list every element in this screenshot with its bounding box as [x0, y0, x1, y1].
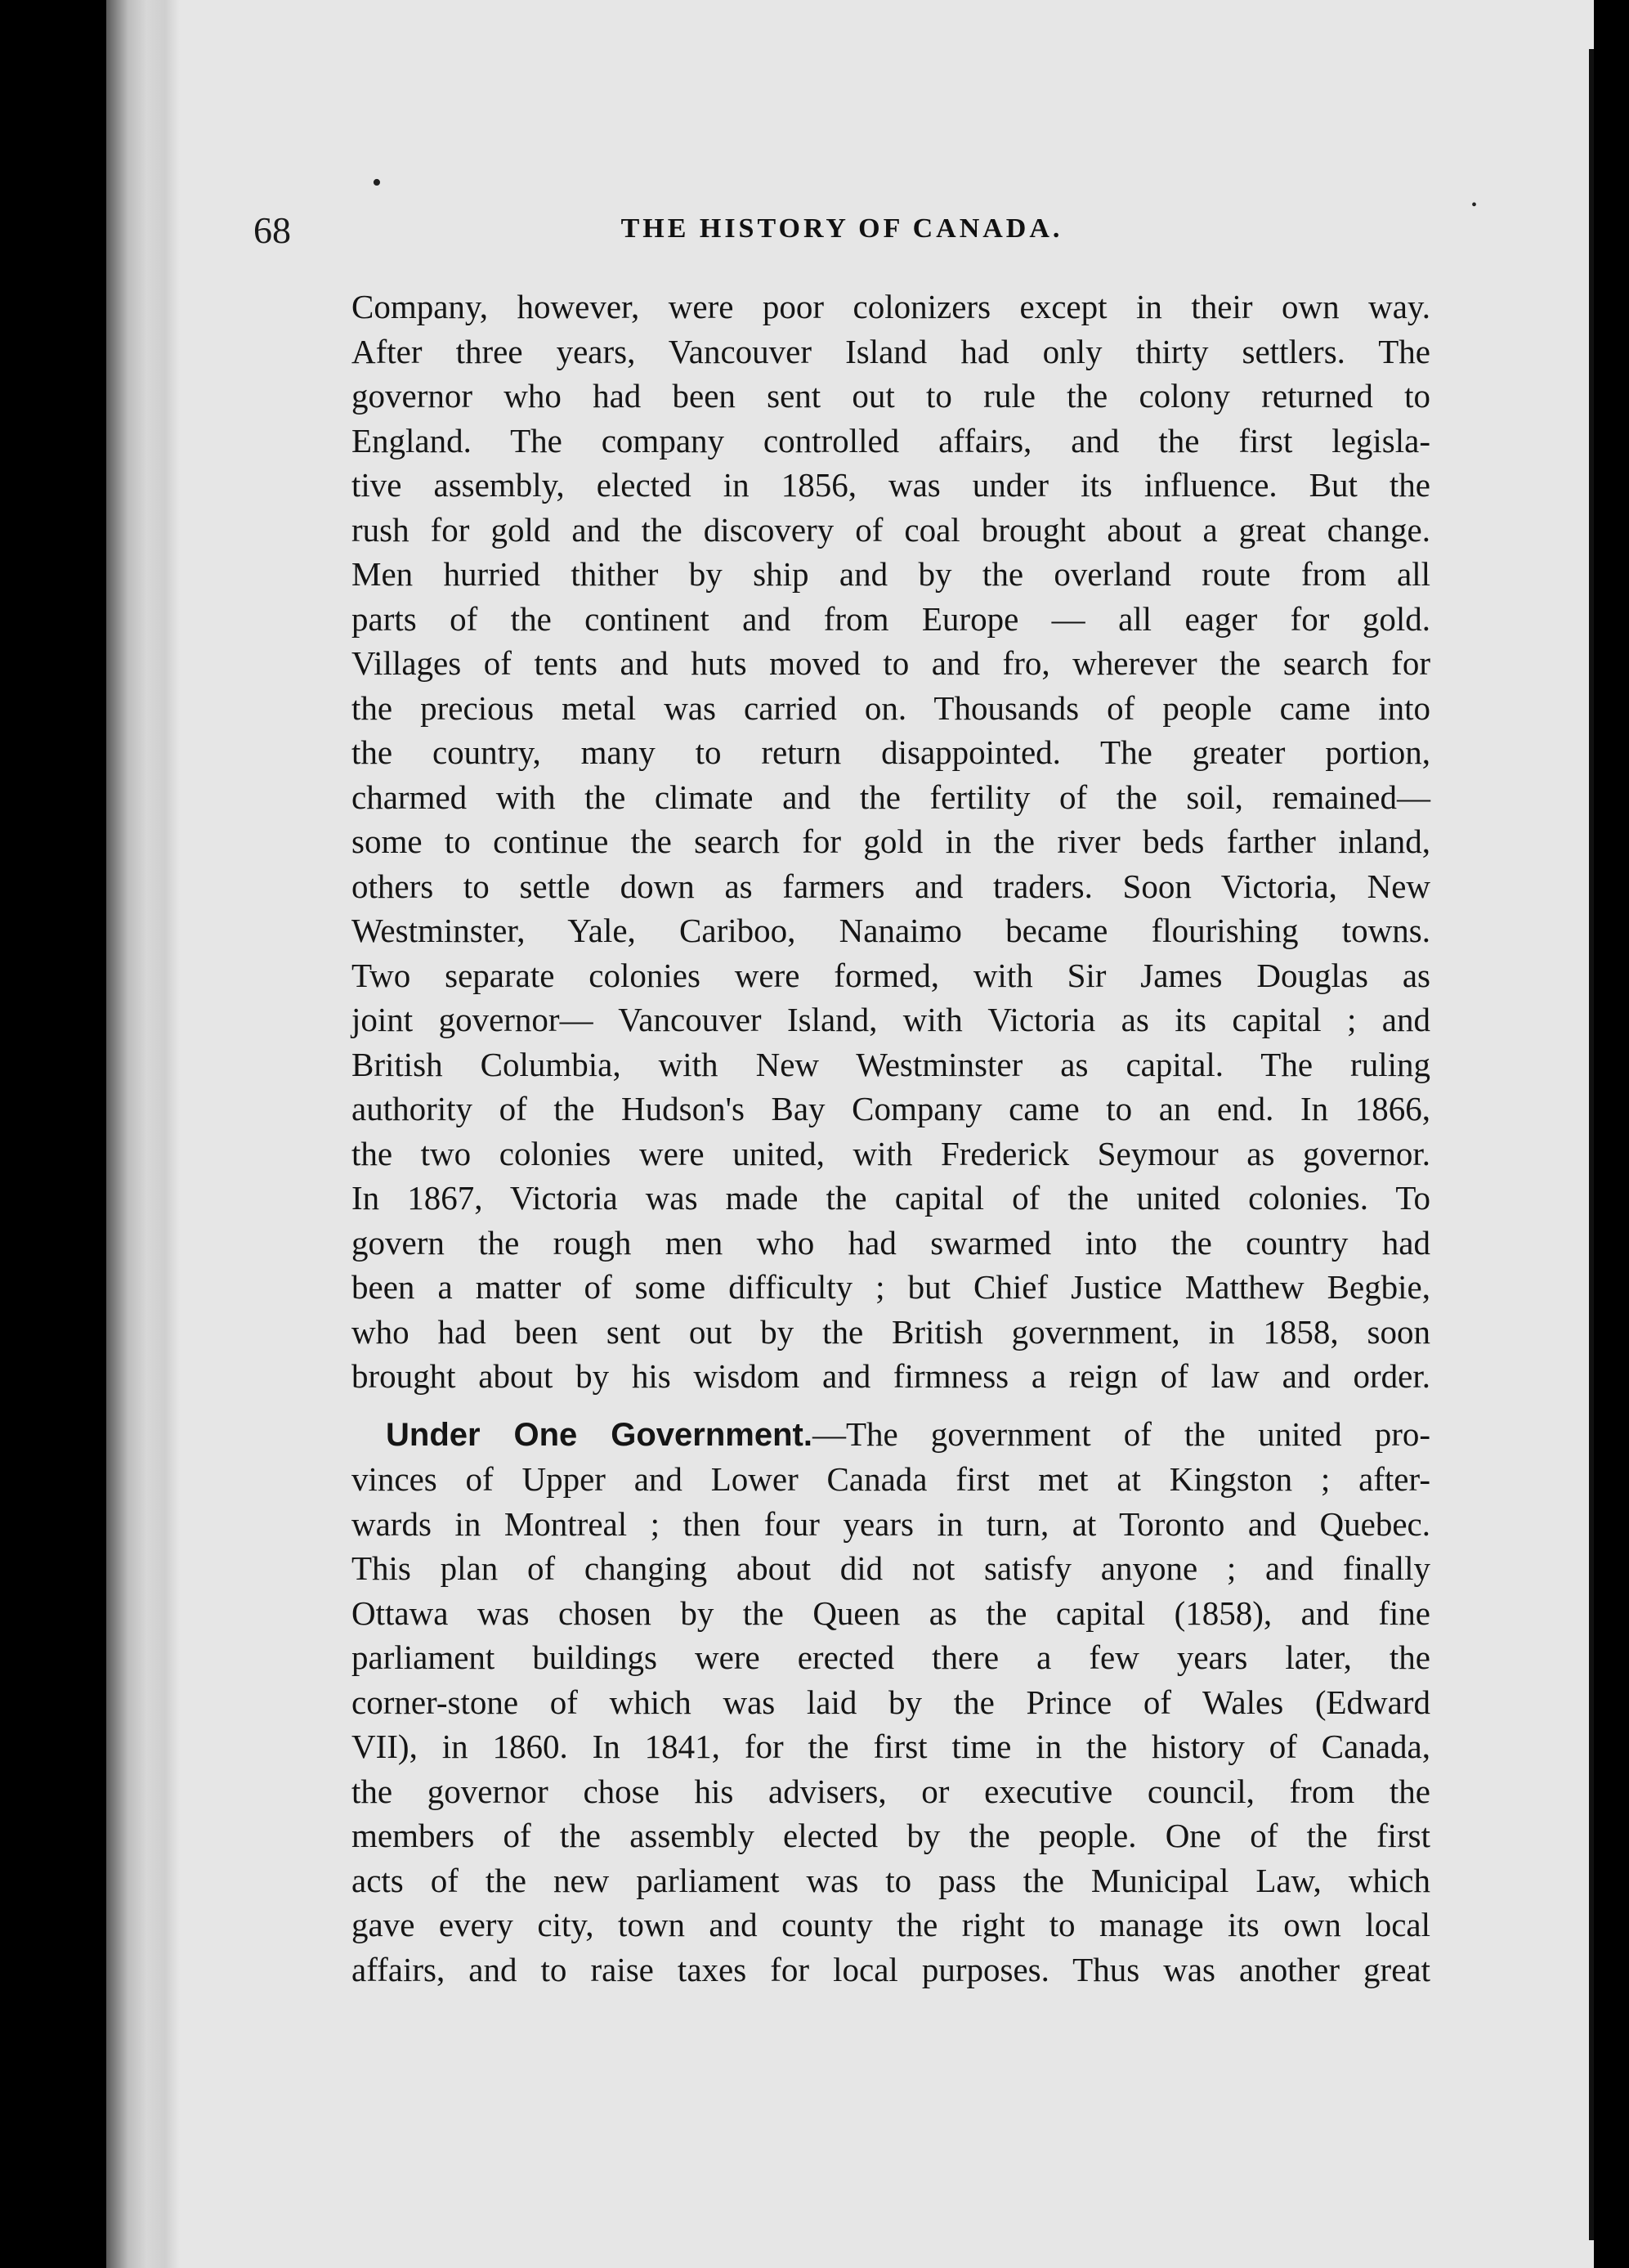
text-line: corner-stone of which was laid by the Prince of Wales (Edward [351, 1683, 1430, 1721]
text-line: British Columbia, with New Westminster as capital. The ruling [351, 1045, 1430, 1083]
body-text [351, 285, 1430, 1992]
text-line: joint governor— Vancouver Island, with Victoria as its capital ; and [351, 1001, 1430, 1038]
scan-border-left [0, 0, 106, 2268]
text-line: who had been sent out by the British government, in 1858, soon [351, 1312, 1430, 1351]
text-line: Two separate colonies were formed, with Sir James Douglas as [351, 956, 1430, 994]
page-binding-shadow [106, 0, 180, 2268]
text-line: the precious metal was carried on. Thousands of people came into [351, 688, 1430, 727]
text-line: governor who had been sent out to rule the colony returned to [351, 377, 1430, 415]
text-line: the two colonies were united, with Frederick Seymour as governor. [351, 1134, 1430, 1172]
text-line: tive assembly, elected in 1856, was under its influence. But the [351, 466, 1430, 504]
text-line: England. The company controlled affairs, and the first legisla- [351, 421, 1430, 459]
text-line: After three years, Vancouver Island had only thirty settlers. The [351, 332, 1430, 370]
paragraph-gap [351, 1399, 1430, 1412]
page-header [253, 208, 1430, 258]
text-line: Westminster, Yale, Cariboo, Nanaimo became flourishing towns. [351, 912, 1430, 949]
text-line: authority of the Hudson's Bay Company came to an end. In 1866, [351, 1090, 1430, 1127]
text-line: Ottawa was chosen by the Queen as the capital (1858), and fine [351, 1593, 1430, 1632]
scan-speck: • [372, 168, 382, 198]
text-line: rush for gold and the discovery of coal brought about a great change. [351, 510, 1430, 549]
running-head: THE HISTORY OF CANADA. [620, 213, 1063, 244]
scan-speck: • [1471, 196, 1478, 214]
text-line: acts of the new parliament was to pass the Municipal Law, which [351, 1861, 1430, 1899]
text-line: the country, many to return disappointed. The greater portion, [351, 733, 1430, 771]
text-line: some to continue the search for gold in the river beds farther inland, [351, 822, 1430, 860]
section-first-line [351, 1412, 1430, 1458]
section-first-line-text: —The government of the united pro- [812, 1414, 1430, 1453]
text-line: Company, however, were poor colonizers except in their own way. [351, 288, 1430, 325]
scan-border-right [1594, 0, 1629, 2268]
text-line: members of the assembly elected by the people. One of the first [351, 1817, 1430, 1854]
text-line: wards in Montreal ; then four years in turn, at Toronto and Quebec. [351, 1504, 1430, 1543]
text-line: brought about by his wisdom and firmness a reign of law and order. [351, 1357, 1430, 1395]
text-line: This plan of changing about did not satisfy anyone ; and finally [351, 1549, 1430, 1587]
section-heading: Under One Government. [386, 1416, 812, 1453]
text-line: govern the rough men who had swarmed into the country had [351, 1223, 1430, 1262]
text-line: the governor chose his advisers, or executive council, from the [351, 1772, 1430, 1810]
text-line: parts of the continent and from Europe — all eager for gold. [351, 599, 1430, 638]
text-line: Villages of tents and huts moved to and fro, wherever the search for [351, 644, 1430, 682]
text-line: others to settle down as farmers and traders. Soon Victoria, New [351, 867, 1430, 905]
text-line: gave every city, town and county the right to manage its own local [351, 1906, 1430, 1943]
text-line: Men hurried thither by ship and by the overland route from all [351, 555, 1430, 593]
text-line: vinces of Upper and Lower Canada first met at Kingston ; after- [351, 1460, 1430, 1498]
text-line: affairs, and to raise taxes for local purposes. Thus was another great [351, 1950, 1430, 1988]
text-line: VII), in 1860. In 1841, for the first time in the history of Canada, [351, 1728, 1430, 1765]
text-line: parliament buildings were erected there a few years later, the [351, 1638, 1430, 1676]
text-line: been a matter of some difficulty ; but Chief Justice Matthew Begbie, [351, 1268, 1430, 1306]
text-line: charmed with the climate and the fertility of the soil, remained— [351, 778, 1430, 816]
page-number: 68 [253, 209, 291, 251]
text-line: In 1867, Victoria was made the capital of the united colonies. To [351, 1179, 1430, 1217]
